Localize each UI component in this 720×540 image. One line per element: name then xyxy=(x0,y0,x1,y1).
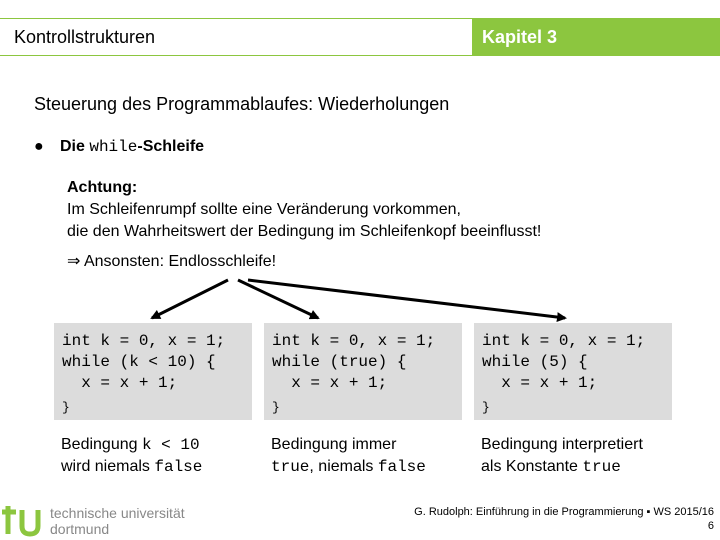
header-chapter-label: Kapitel 3 xyxy=(472,18,720,56)
code-line: int k = 0, x = 1; xyxy=(62,332,226,350)
code-line: x = x + 1; xyxy=(62,374,178,392)
note-text: Bedingung immer xyxy=(271,436,397,453)
code-example-1 xyxy=(54,323,252,420)
consequence-text: Ansonsten: Endlosschleife! xyxy=(83,253,277,270)
bullet-suffix: -Schleife xyxy=(137,138,205,155)
code-line: int k = 0, x = 1; xyxy=(482,332,646,350)
warning-line-1: Im Schleifenrumpf sollte eine Veränderung vorkommen, xyxy=(67,201,461,218)
note-code: k < 10 xyxy=(141,436,200,454)
note-text: Bedingung xyxy=(61,436,142,453)
code-line: while (5) { xyxy=(482,353,588,371)
logo-wordmark xyxy=(50,505,185,537)
note-code: false xyxy=(377,458,426,476)
note-example-2 xyxy=(271,434,471,478)
arrow-to-example-1 xyxy=(152,280,228,318)
code-line: while (true) { xyxy=(272,353,407,371)
bullet-dot-icon: ● xyxy=(34,138,44,155)
logo-line-2: dortmund xyxy=(50,521,110,537)
note-example-1 xyxy=(61,434,261,478)
code-line: } xyxy=(272,400,280,415)
warning-heading: Achtung: xyxy=(67,179,138,196)
note-text: , niemals xyxy=(309,458,378,475)
code-line: x = x + 1; xyxy=(482,374,598,392)
page-number: 6 xyxy=(707,520,714,532)
code-line: } xyxy=(482,400,490,415)
bullet-keyword: while xyxy=(89,138,138,156)
logo-line-1: technische universität xyxy=(50,505,185,521)
note-code: false xyxy=(154,458,203,476)
note-code: true xyxy=(271,458,310,476)
note-text: als Konstante xyxy=(481,458,583,475)
note-text: wird niemals xyxy=(61,458,155,475)
code-line: } xyxy=(62,400,70,415)
code-line: int k = 0, x = 1; xyxy=(272,332,436,350)
header-section-title: Kontrollstrukturen xyxy=(0,18,472,56)
code-line: while (k < 10) { xyxy=(62,353,216,371)
tu-logo-icon xyxy=(2,506,38,534)
note-example-3 xyxy=(481,434,681,478)
footer-credit-text: G. Rudolph: Einführung in die Programmierung ▪ WS 2015/16 xyxy=(414,506,714,518)
footer-credit xyxy=(414,505,714,533)
arrow-to-example-3 xyxy=(248,280,565,318)
code-example-3 xyxy=(474,323,672,420)
bullet-prefix: Die xyxy=(60,138,90,155)
note-code: true xyxy=(582,458,621,476)
note-text: Bedingung interpretiert xyxy=(481,436,643,453)
code-example-2 xyxy=(264,323,462,420)
slide-title: Steuerung des Programmablaufes: Wiederholungen xyxy=(34,94,450,114)
code-line: x = x + 1; xyxy=(272,374,388,392)
implies-arrow-icon: ⇒ xyxy=(67,253,81,270)
warning-line-2: die den Wahrheitswert der Bedingung im Schleifenkopf beeinflusst! xyxy=(67,223,542,240)
